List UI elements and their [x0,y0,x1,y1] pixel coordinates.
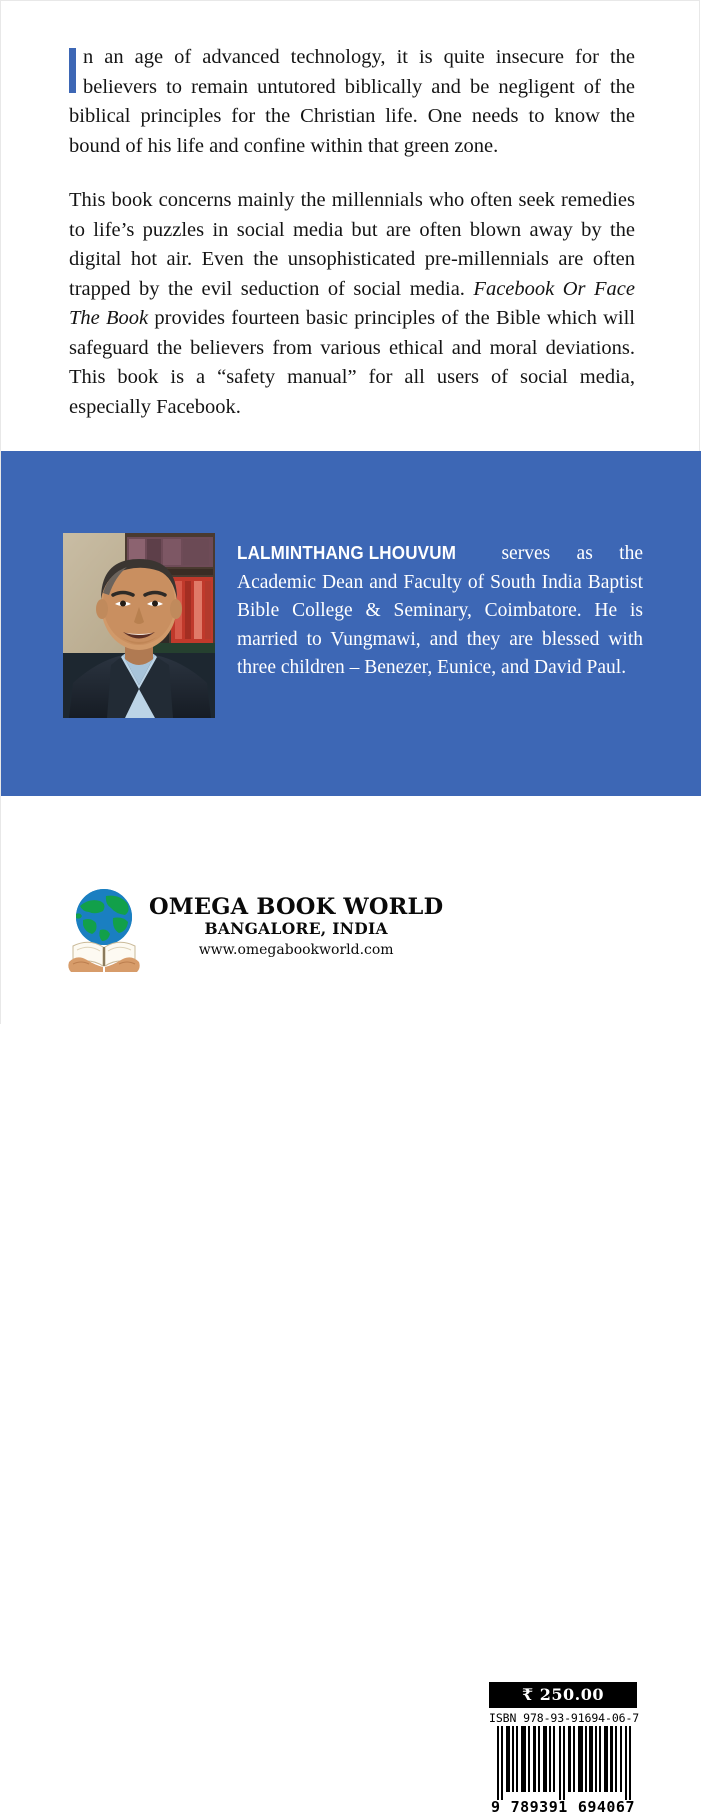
author-portrait-illustration [63,533,215,718]
ean-right-group: 694067 [577,1798,635,1816]
blurb-paragraph-2-part1: This book concerns mainly the millennials who often seek remedies to life’s puzzles in social media but are often blown away by the digital hot air. Even the unsophisticated pre-millennials are often trapped by the evil seduction of social media. [69,189,635,300]
dropcap-bar [69,48,76,93]
barcode-block [489,1682,640,1816]
publisher-website: www.omegabookworld.com [198,942,394,959]
blurb-paragraph-2-part2: provides fourteen basic principles of the Bible which will safeguard the believers from various ethical and moral deviations. This book is a “safety manual” for all users of social media, especially Facebook. [69,307,635,418]
author-name: LALMINTHANG LHOUVUM [237,542,457,563]
publisher-text-block [149,895,443,961]
blurb-paragraph-2 [69,186,635,422]
blurb-paragraph-1-text: n an age of advanced technology, it is quite insecure for the believers to remain untutored biblically and be negligent of the biblical principles for the Christian life. One needs to know the bound of his life and confine within that green zone. [69,46,635,157]
publisher-logo-icon [67,884,141,972]
footer-section [1,796,701,1816]
globe-open-book-icon [67,884,141,972]
author-bio-text: serves as the Academic Dean and Faculty of South India Baptist Bible College & Seminary, Coimbatore. He is married to Vungmawi, and they are blessed with three children – Benezer, Eunice, and David Paul. [237,543,643,678]
author-bio [237,533,643,683]
publisher-name: OMEGA BOOK WORLD [149,893,444,920]
book-title-mention: Facebook Or Face The Book [69,277,635,329]
isbn-label: ISBN [489,1711,517,1725]
isbn-number: 978-93-91694-06-7 [523,1711,640,1725]
author-band-content [63,533,643,718]
author-photo [63,533,215,718]
blurb-section [69,43,635,422]
blurb-paragraph-1 [69,43,635,161]
publisher-block [67,884,443,972]
ean-left-group: 789391 [510,1798,568,1816]
author-band [1,451,701,796]
publisher-city: BANGALORE, INDIA [204,919,388,939]
ean-digits [489,1798,637,1816]
isbn-line [489,1708,640,1726]
price-label: ₹ 250.00 [489,1682,637,1708]
barcode-bars [489,1726,637,1800]
ean-lead-digit: 9 [491,1798,501,1816]
